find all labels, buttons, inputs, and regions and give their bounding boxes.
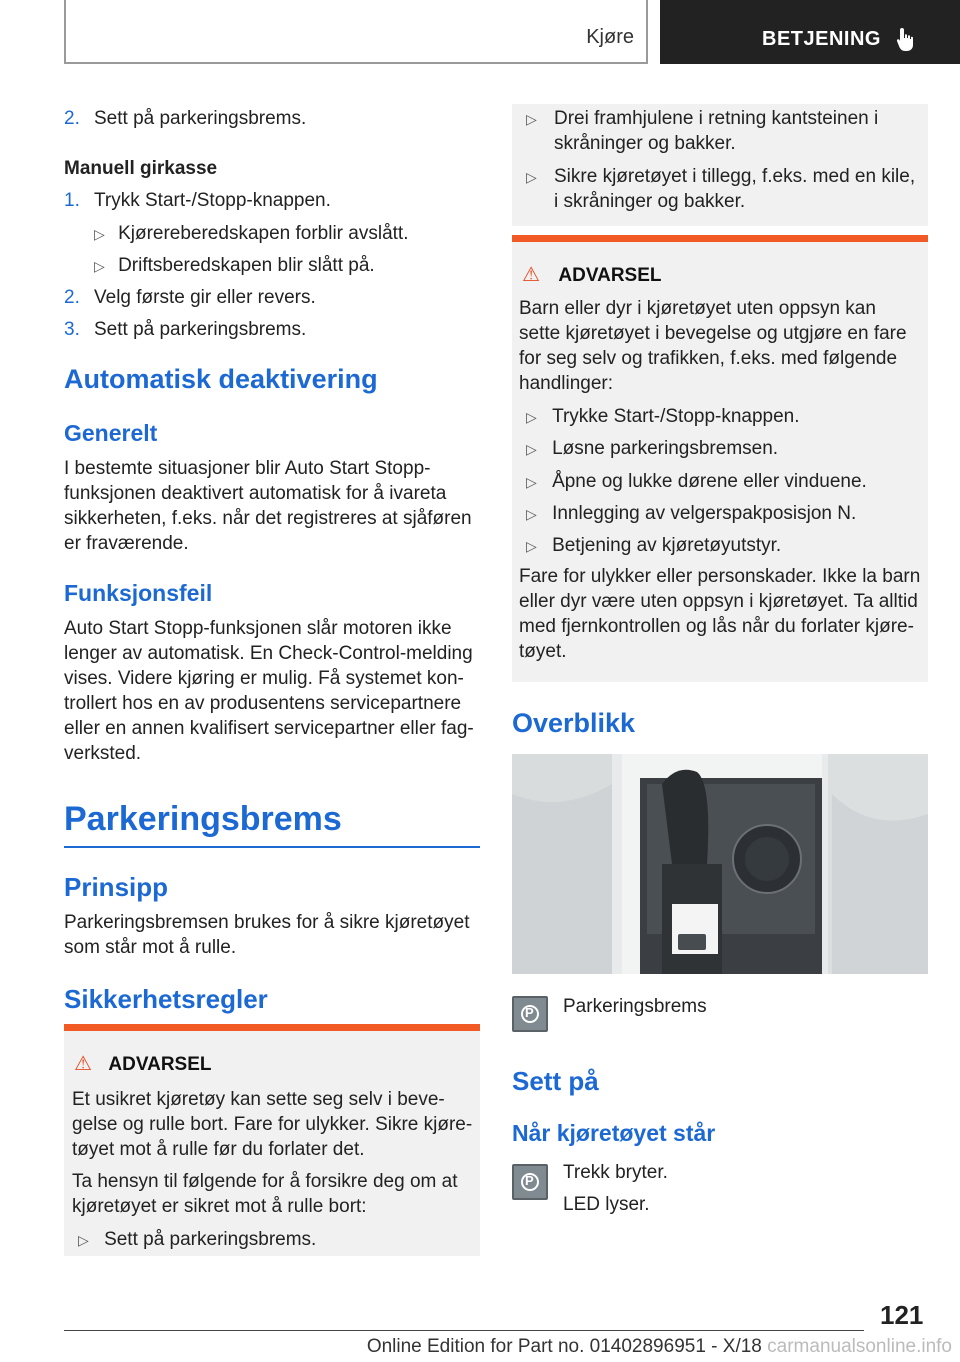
bullet-item [526, 164, 916, 212]
bullet-item [526, 106, 879, 154]
icon-legend-label: Parkeringsbrems [563, 996, 707, 1017]
text-line: for seg selv og trafikken, f.eks. med følgende [519, 348, 898, 369]
text-line: Ta hensyn til følgende for å forsikre deg om at [72, 1171, 458, 1192]
bullet-text: Kjørereberedskapen forblir avslått. [118, 223, 409, 244]
text-line: eller en annen kvalifisert servicepartner eller fag- [64, 718, 474, 739]
edition-text: Online Edition for Part no. 01402896951 - X/18 [366, 1336, 762, 1357]
text-line: funksjonen deaktivert automatisk for å ivareta [64, 483, 447, 504]
manual-step-1 [64, 188, 331, 213]
text-line: i skråninger og bakker. [554, 191, 746, 212]
text-line: verksted. [64, 743, 142, 764]
step-text: Trykk Start-/Stopp-knappen. [94, 190, 331, 211]
chapter-title: Kjøre [586, 26, 634, 48]
text-line: skråninger og bakker. [554, 133, 736, 154]
page-number: 121 [880, 1300, 924, 1330]
warning-header [74, 1051, 212, 1076]
warning-bullet [78, 1227, 316, 1253]
warning-title: ADVARSEL [108, 1054, 212, 1075]
step-2 [64, 106, 307, 131]
text-line: Barn eller dyr i kjøretøyet uten oppsyn kan [519, 298, 876, 319]
bullet-icon: ▷ [94, 258, 105, 274]
warning-header [522, 262, 662, 287]
warning-title: ADVARSEL [558, 265, 662, 286]
text-line: Et usikret kjøretøy kan sette seg selv i beve- [72, 1089, 445, 1110]
text-line: er fraværende. [64, 533, 189, 554]
bullet-text: Sett på parkeringsbrems. [104, 1229, 317, 1250]
step-number: 3. [64, 319, 80, 340]
warning-bar [512, 235, 928, 242]
funksjonsfeil-paragraph [64, 616, 484, 766]
warning-text [519, 296, 923, 396]
bullet-icon: ▷ [526, 506, 537, 522]
text-line: I bestemte situasjoner blir Auto Start Stopp- [64, 458, 431, 479]
bullet-icon: ▷ [526, 409, 537, 425]
bullet-text: Betjening av kjøretøyutstyr. [552, 535, 782, 556]
bullet-text: Innlegging av velgerspakposisjon N. [552, 503, 857, 524]
step-text: Sett på parkeringsbrems. [94, 108, 307, 129]
warning-bullet [526, 501, 856, 527]
heading-generelt: Generelt [64, 420, 158, 446]
manual-step-3 [64, 317, 307, 342]
heading-sett-pa: Sett på [512, 1066, 599, 1096]
text-line: Drei framhjulene i retning kantsteinen i [554, 108, 879, 129]
text-line: lenger av automatisk. En Check-Control-melding [64, 643, 473, 664]
text-line: Auto Start Stopp-funksjonen slår motoren ikke [64, 618, 452, 639]
heading-parkeringsbrems: Parkeringsbrems [64, 800, 342, 838]
parking-brake-icon: P [512, 1164, 548, 1200]
text-line: sikkerheten, f.eks. når det registreres at sjåføren [64, 508, 472, 529]
step-number: 2. [64, 108, 80, 129]
warning-conclusion [519, 564, 925, 664]
bullet-icon: ▷ [94, 226, 105, 242]
heading-funksjonsfeil: Funksjonsfeil [64, 580, 213, 606]
step-number: 2. [64, 287, 80, 308]
header-chapter-box [64, 0, 648, 64]
heading-auto-deactivation: Automatisk deaktivering [64, 364, 378, 394]
warning-bullet [526, 533, 781, 559]
heading-sikkerhetsregler: Sikkerhetsregler [64, 984, 268, 1014]
warning-bar [64, 1024, 480, 1031]
text-line: tøyet mot å rulle før du forlater det. [72, 1139, 365, 1160]
text-line: Parkeringsbremsen brukes for å sikre kjøretøyet [64, 912, 470, 933]
generelt-paragraph [64, 456, 484, 556]
bullet-icon: ▷ [526, 538, 537, 554]
text-line: gelse og rulle bort. Fare for ulykker. Sikre kjøre- [72, 1114, 473, 1135]
watermark-text: carmanualsonline.info [767, 1336, 952, 1357]
instruction-step: LED lyser. [563, 1194, 650, 1215]
heading-nar-kjoretoyet-star: Når kjøretøyet står [512, 1120, 716, 1146]
prinsipp-paragraph [64, 910, 484, 960]
footer-edition [0, 1336, 952, 1358]
text-line: kjøretøyet er sikret mot å rulle bort: [72, 1196, 367, 1217]
text-line: trollert hos en av produsentens servicepartnere [64, 693, 462, 714]
step-text: Sett på parkeringsbrems. [94, 319, 307, 340]
bullet-icon: ▷ [526, 169, 537, 185]
text-line: som står mot å rulle. [64, 937, 237, 958]
bullet-text: Løsne parkeringsbremsen. [552, 438, 779, 459]
bullet-icon: ▷ [526, 111, 537, 127]
section-title: BETJENING [762, 28, 881, 50]
manual-gearbox-title: Manuell girkasse [64, 158, 218, 179]
warning-text [72, 1087, 476, 1162]
bullet-text: Åpne og lukke dørene eller vinduene. [552, 471, 867, 492]
manual-step-2 [64, 285, 316, 310]
warning-bullet [526, 436, 778, 462]
bullet-icon: ▷ [78, 1232, 89, 1248]
text-line: med fjernkontrollen og lås når du forlater kjøre- [519, 616, 914, 637]
text-line: Sikre kjøretøyet i tillegg, f.eks. med en kile, [554, 166, 916, 187]
step-number: 1. [64, 190, 80, 211]
footer-divider [64, 1330, 864, 1331]
hand-pointer-icon [895, 26, 917, 52]
warning-bullet [526, 469, 867, 495]
text-line: eller dyr være uten oppsyn i kjøretøyet. Ta alltid [519, 591, 918, 612]
heading-overblikk: Overblikk [512, 708, 636, 738]
continued-list-box [512, 104, 928, 226]
instruction-step: Trekk bryter. [563, 1162, 668, 1183]
text-line: sette kjøretøyet i bevegelse og utgjøre en fare [519, 323, 907, 344]
heading-prinsipp: Prinsipp [64, 872, 169, 902]
warning-box [64, 1031, 480, 1256]
text-line: tøyet. [519, 641, 567, 662]
warning-box [512, 242, 928, 682]
bullet-text: Trykke Start-/Stopp-knappen. [552, 406, 800, 427]
parking-brake-icon: P [512, 996, 548, 1032]
step-text: Velg første gir eller revers. [94, 287, 316, 308]
sub-bullet [94, 253, 375, 279]
heading-underline [64, 846, 480, 848]
bullet-icon: ▷ [526, 474, 537, 490]
text-line: handlinger: [519, 373, 614, 394]
bullet-text: Driftsberedskapen blir slått på. [118, 255, 375, 276]
warning-triangle-icon: ⚠ [522, 264, 540, 286]
bullet-icon: ▷ [526, 441, 537, 457]
header-section-box [660, 0, 960, 64]
sub-bullet [94, 221, 408, 247]
center-console-image [512, 754, 928, 974]
warning-bullet [526, 404, 800, 430]
text-line: vises. Videre kjøring er mulig. Få systemet kon- [64, 668, 464, 689]
warning-triangle-icon: ⚠ [74, 1053, 92, 1075]
text-line: Fare for ulykker eller personskader. Ikke la barn [519, 566, 921, 587]
warning-text-2 [72, 1169, 476, 1219]
